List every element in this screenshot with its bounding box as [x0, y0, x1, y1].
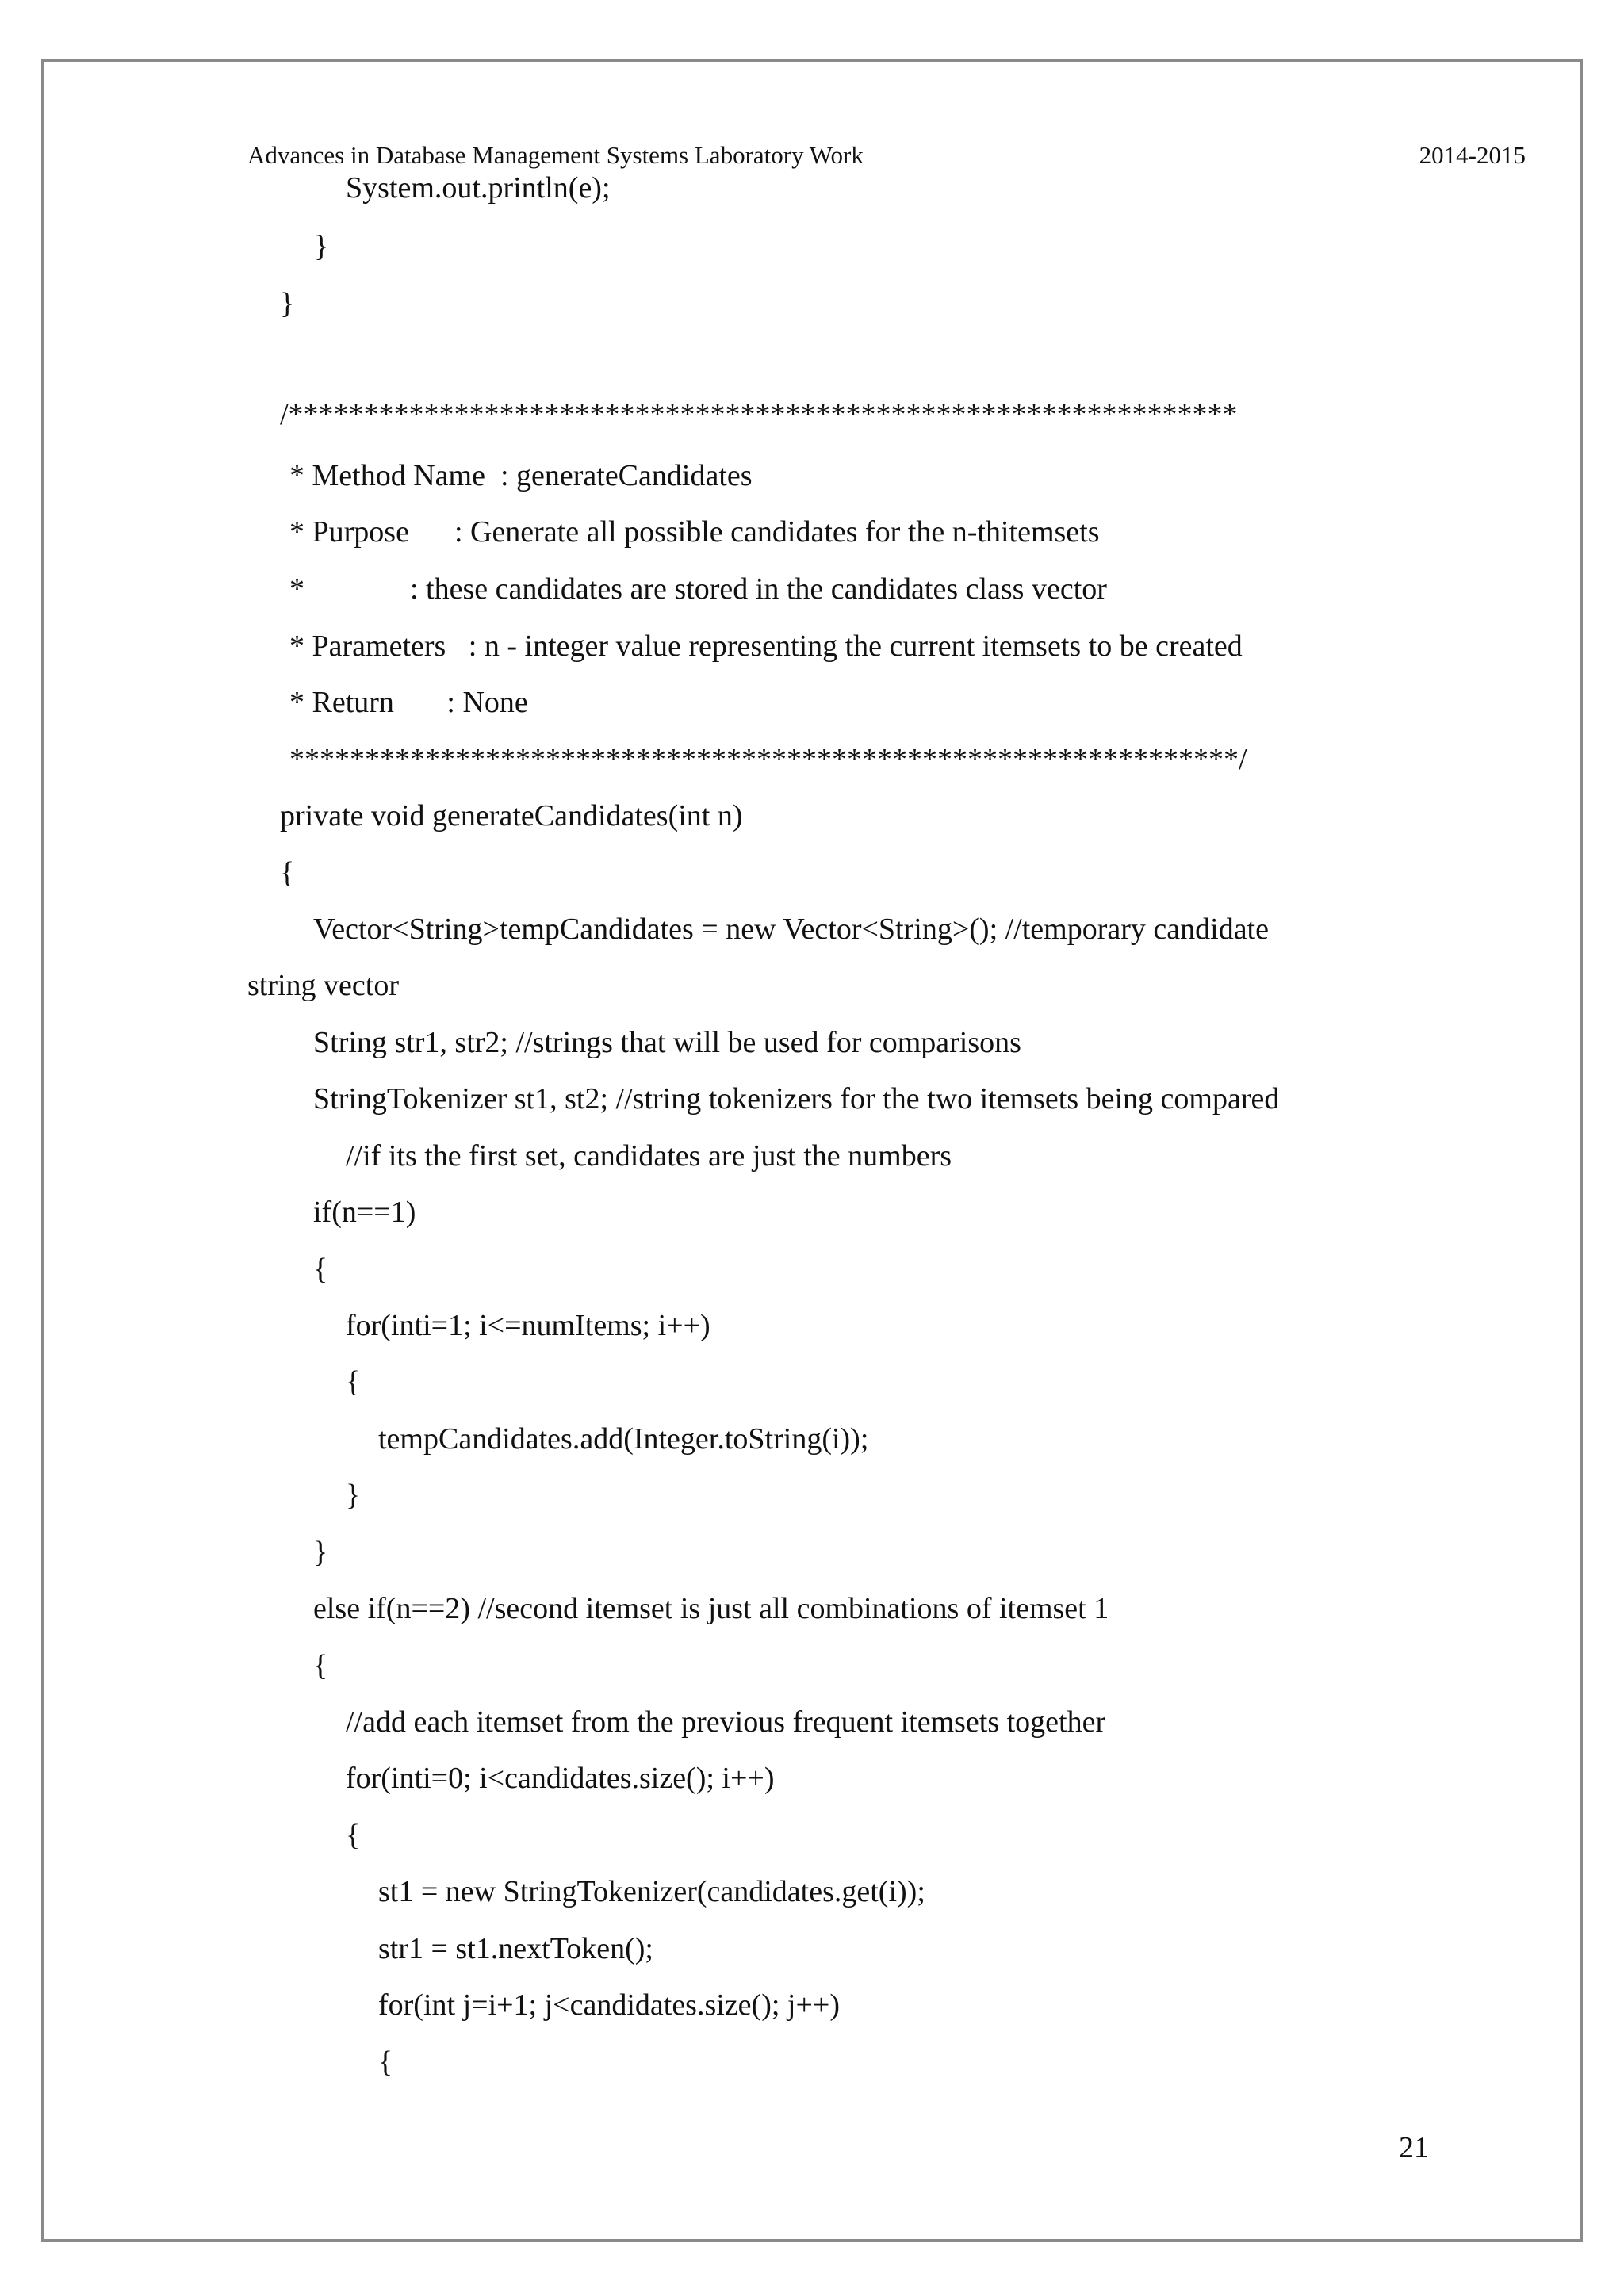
code-line: }: [346, 1479, 361, 1512]
code-line: str1 = st1.nextToken();: [378, 1932, 653, 1965]
code-line: {: [313, 1649, 328, 1682]
code-line: if(n==1): [313, 1196, 416, 1229]
code-line: StringTokenizer st1, st2; //string tokenizers for the two itemsets being compared: [313, 1082, 1280, 1115]
code-line: String str1, str2; //strings that will be used for comparisons: [313, 1026, 1021, 1059]
code-line: else if(n==2) //second itemset is just all combinations of itemset 1: [313, 1592, 1109, 1625]
code-line: {: [346, 1365, 361, 1399]
code-line: {: [378, 2045, 393, 2079]
page-number: 21: [1399, 2131, 1429, 2164]
code-line: }: [280, 287, 295, 320]
code-line: {: [346, 1819, 361, 1852]
code-line: for(inti=0; i<candidates.size(); i++): [346, 1762, 775, 1795]
code-line: * : these candidates are stored in the candidates class vector: [289, 572, 1107, 606]
code-line: st1 = new StringTokenizer(candidates.get(i));: [378, 1875, 925, 1908]
code-line: ***************************************************************/: [289, 743, 1247, 776]
code-line: //if its the first set, candidates are just the numbers: [346, 1139, 952, 1173]
header-year: 2014-2015: [1419, 141, 1526, 169]
code-line: * Method Name : generateCandidates: [289, 459, 753, 492]
code-line: }: [313, 1536, 328, 1569]
code-line: for(inti=1; i<=numItems; i++): [346, 1309, 710, 1342]
code-line: string vector: [247, 969, 400, 1002]
code-line: * Purpose : Generate all possible candidates for the n-thitemsets: [289, 515, 1100, 549]
code-line: Vector<String>tempCandidates = new Vector<String>(); //temporary candidate: [313, 913, 1269, 946]
code-line: System.out.println(e);: [346, 171, 611, 205]
code-line: {: [280, 856, 295, 890]
code-line: //add each itemset from the previous frequent itemsets together: [346, 1705, 1106, 1739]
code-line: * Return : None: [289, 686, 528, 719]
code-line: }: [314, 230, 329, 263]
header-title: Advances in Database Management Systems Laboratory Work: [247, 141, 864, 169]
code-line: {: [313, 1253, 328, 1286]
code-line: * Parameters : n - integer value representing the current itemsets to be created: [289, 629, 1243, 663]
code-line: for(int j=i+1; j<candidates.size(); j++): [378, 1988, 840, 2022]
code-line: tempCandidates.add(Integer.toString(i));: [378, 1422, 869, 1456]
code-line: private void generateCandidates(int n): [280, 799, 743, 832]
code-line: /***************************************************************: [280, 398, 1238, 431]
